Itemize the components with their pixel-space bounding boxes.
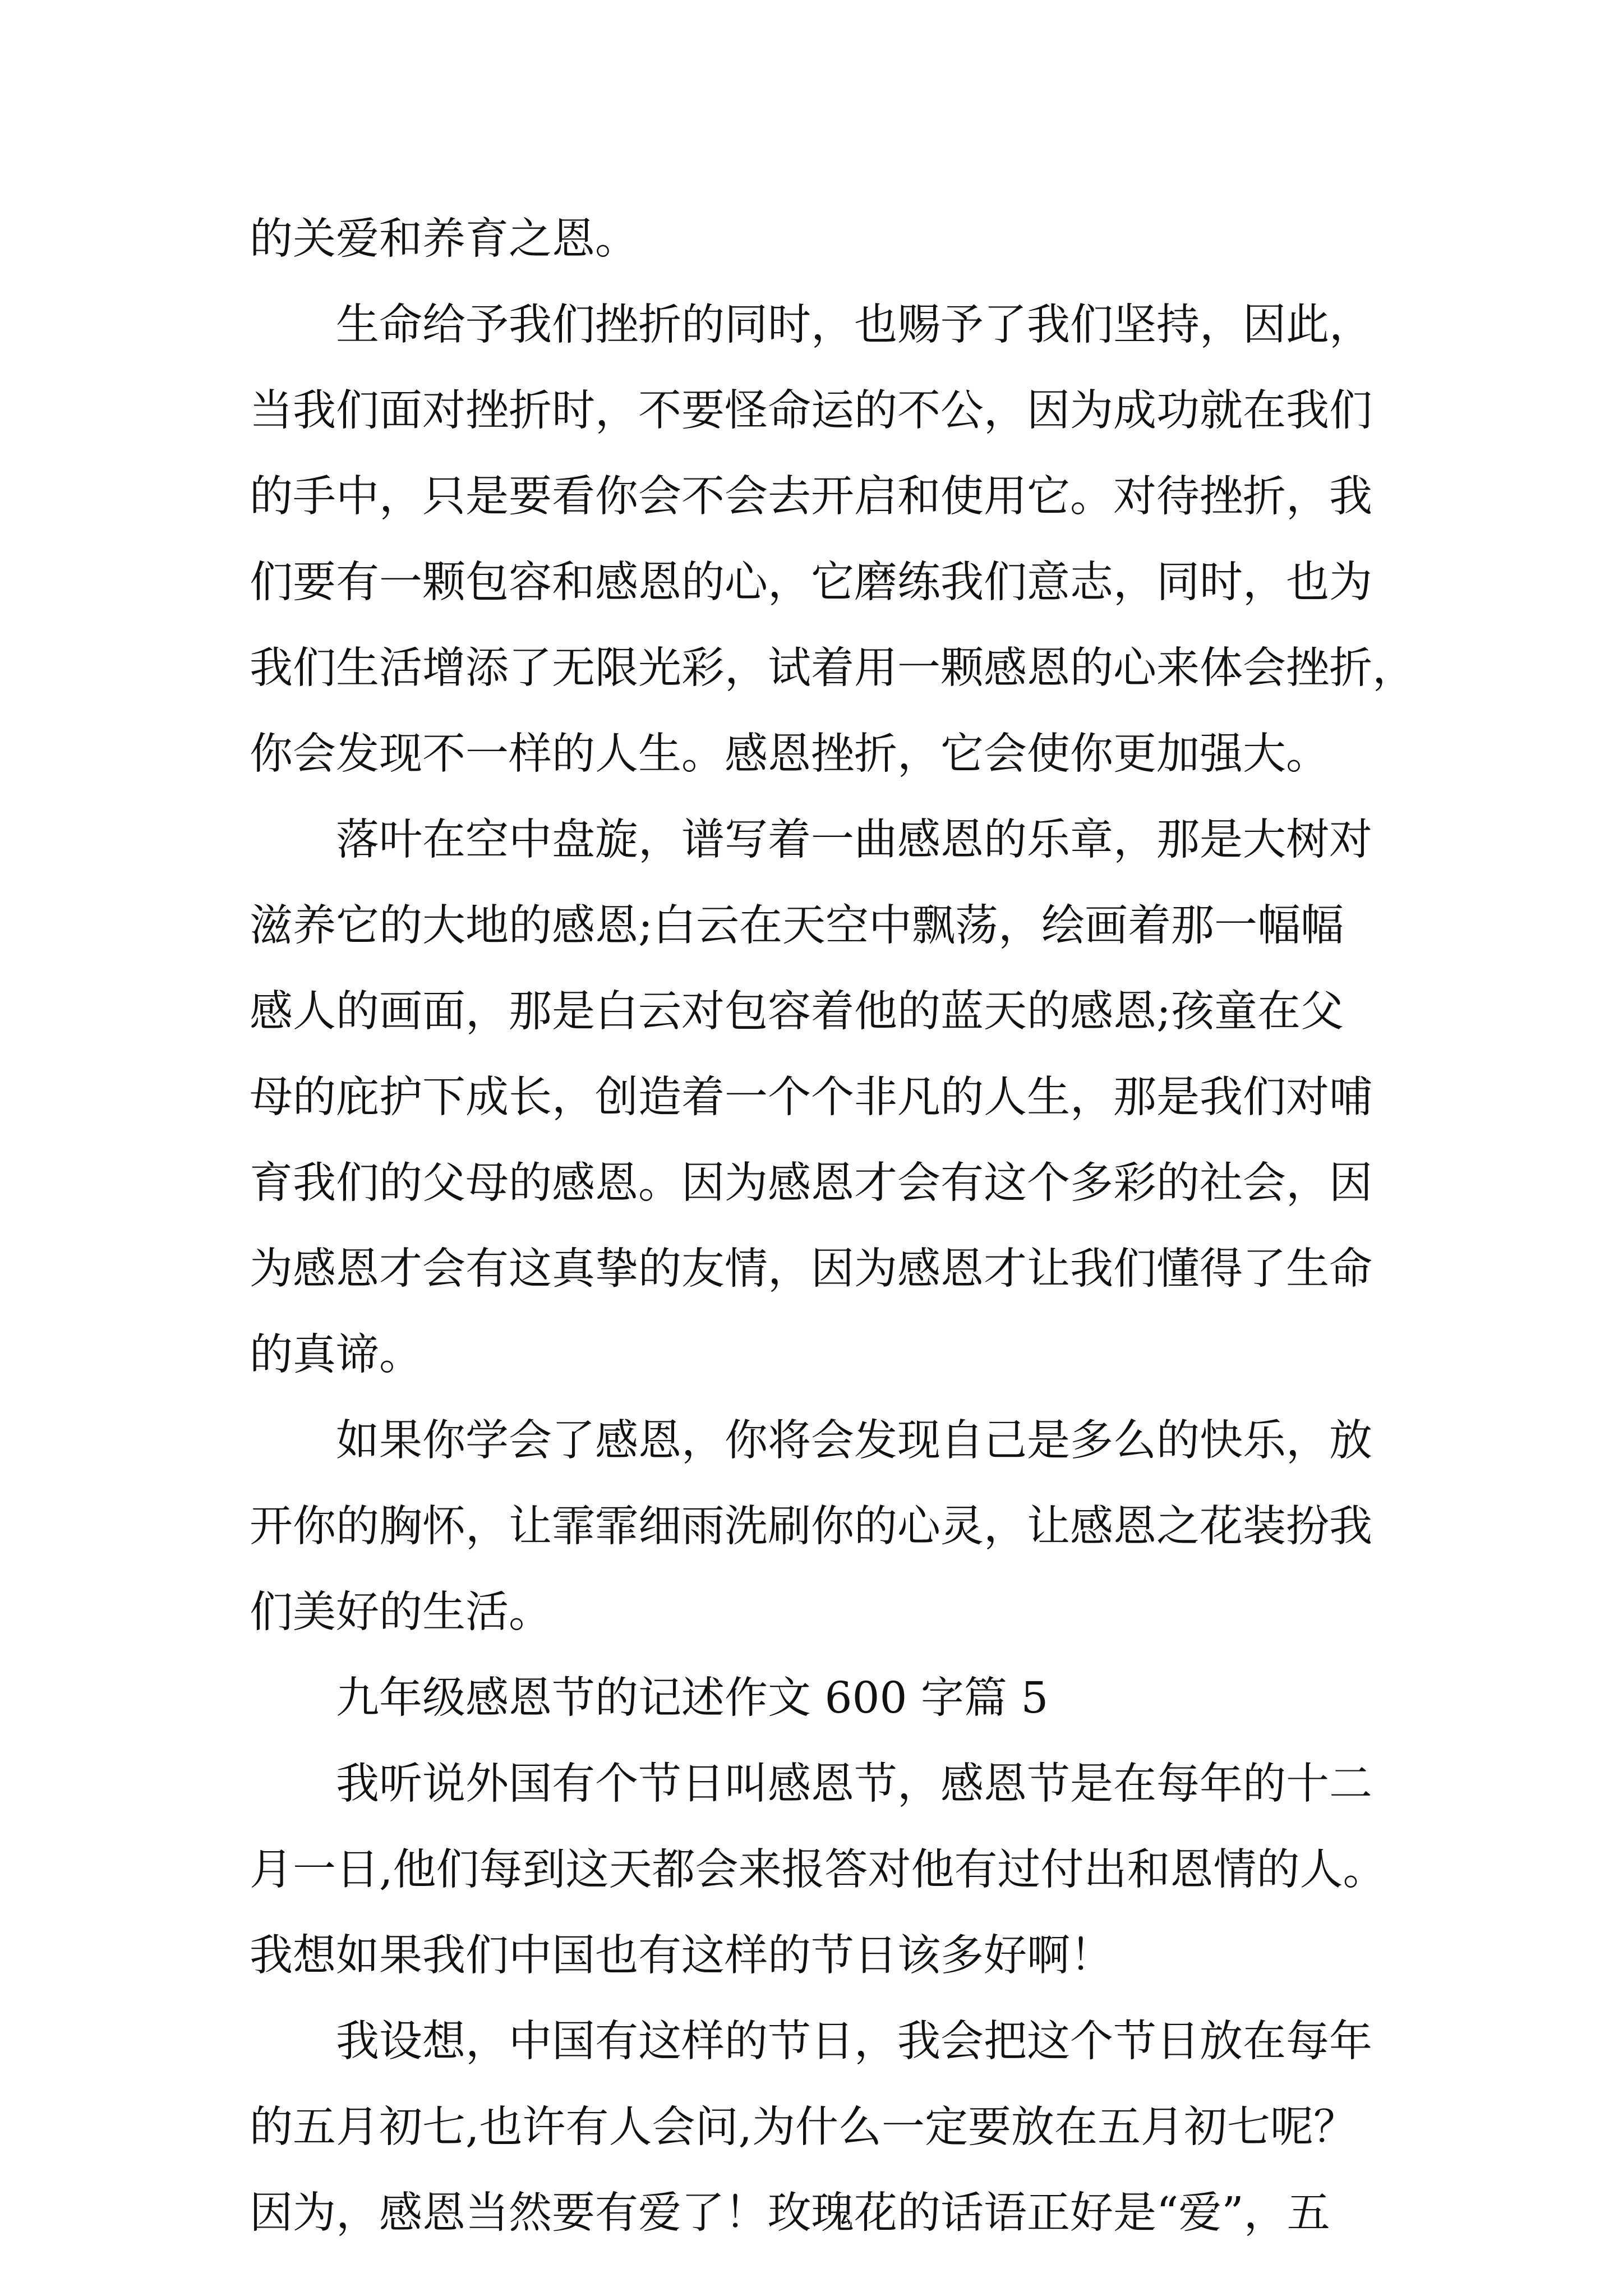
paragraph-start-line: 我听说外国有个节日叫感恩节，感恩节是在每年的十二: [336, 1759, 1372, 1809]
text-line: 的真谛。: [250, 1330, 422, 1380]
text-line: 月一日,他们每到这天都会来报答对他有过付出和恩情的人。: [250, 1845, 1386, 1895]
text-line: 我想如果我们中国也有这样的节日该多好啊！: [250, 1931, 1113, 1981]
text-line: 们美好的生活。: [250, 1588, 552, 1637]
text-line: 感人的画面，那是白云对包容着他的蓝天的感恩;孩童在父: [250, 987, 1344, 1037]
text-line: 的手中，只是要看你会不会去开启和使用它。对待挫折，我: [250, 472, 1372, 522]
section-heading: 九年级感恩节的记述作文 600 字篇 5: [336, 1673, 1049, 1723]
paragraph-start-line: 落叶在空中盘旋，谱写着一曲感恩的乐章，那是大树对: [336, 815, 1372, 865]
text-line: 我们生活增添了无限光彩，试着用一颗感恩的心来体会挫折，: [250, 643, 1415, 693]
paragraph-start-line: 生命给予我们挫折的同时，也赐予了我们坚持，因此，: [336, 300, 1372, 350]
text-line: 开你的胸怀，让霏霏细雨洗刷你的心灵，让感恩之花装扮我: [250, 1502, 1372, 1552]
text-line: 母的庇护下成长，创造着一个个非凡的人生，那是我们对哺: [250, 1073, 1372, 1122]
text-line: 当我们面对挫折时，不要怪命运的不公，因为成功就在我们: [250, 386, 1372, 436]
text-line: 的关爱和养育之恩。: [250, 214, 638, 264]
text-line: 滋养它的大地的感恩;白云在天空中飘荡，绘画着那一幅幅: [250, 901, 1344, 951]
text-line: 你会发现不一样的人生。感恩挫折，它会使你更加强大。: [250, 729, 1329, 779]
text-line: 因为，感恩当然要有爱了！玫瑰花的话语正好是“爱”，五: [250, 2188, 1330, 2238]
article-body: [250, 196, 1415, 2256]
text-line: 的五月初七,也许有人会问,为什么一定要放在五月初七呢？: [250, 2102, 1357, 2152]
text-line: 为感恩才会有这真挚的友情，因为感恩才让我们懂得了生命: [250, 1244, 1372, 1294]
text-line: 育我们的父母的感恩。因为感恩才会有这个多彩的社会，因: [250, 1158, 1372, 1208]
text-line: 们要有一颗包容和感恩的心，它磨练我们意志，同时，也为: [250, 558, 1372, 608]
paragraph-start-line: 我设想，中国有这样的节日，我会把这个节日放在每年: [336, 2017, 1372, 2067]
paragraph-start-line: 如果你学会了感恩，你将会发现自己是多么的快乐，放: [336, 1416, 1372, 1466]
